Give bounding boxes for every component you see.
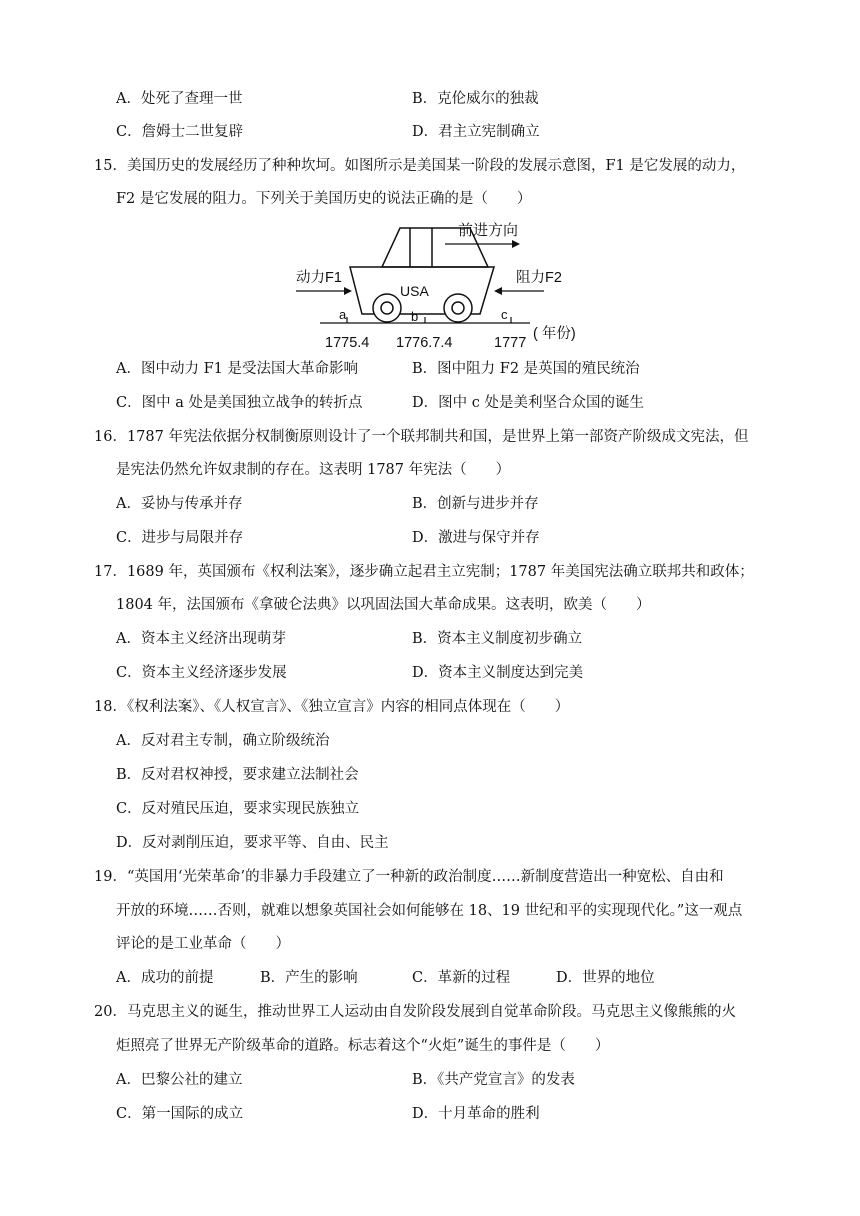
q17-option-b: B．资本主义制度初步确立: [412, 631, 583, 647]
q17-option-c: C．资本主义经济逐步发展: [116, 665, 287, 681]
q16-stem-line2: 是宪法仍然允许奴隶制的存在。这表明 1787 年宪法（ ）: [116, 462, 511, 478]
car-label: USA: [400, 283, 429, 299]
force2-label: 阻力F2: [516, 270, 562, 286]
direction-arrowhead: [512, 240, 520, 248]
q20-option-a: A．巴黎公社的建立: [116, 1072, 243, 1088]
q19-stem-line2: 开放的环境……否则，就难以想象英国社会如何能够在 18、19 世纪和平的实现现代化。”这一观点: [116, 903, 743, 919]
q20-stem-line2: 炬照亮了世界无产阶级革命的道路。标志着这个“火炬”诞生的事件是（ ）: [116, 1038, 610, 1054]
date-a: 1775.4: [325, 335, 370, 351]
point-c: c: [501, 307, 508, 322]
axis-unit: ( 年份): [533, 326, 576, 342]
q17-stem-line2: 1804 年，法国颁布《拿破仑法典》以巩固法国大革命成果。这表明，欧美（ ）: [116, 597, 651, 613]
q16-option-b: B．创新与进步并存: [412, 496, 539, 512]
q17-stem-line1: 17．1689 年，英国颁布《权利法案》，逐步确立起君主立宪制；1787 年美国宪法确立联邦共和政体；: [94, 564, 754, 580]
q16-option-a: A．妥协与传承并存: [116, 496, 243, 512]
q14-option-d: D．君主立宪制确立: [412, 124, 540, 140]
force1-arrowhead: [344, 287, 352, 295]
date-b: 1776.7.4: [396, 335, 453, 351]
q14-option-c: C．詹姆士二世复辟: [116, 124, 244, 140]
q15-option-a: A．图中动力 F1 是受法国大革命影响: [116, 361, 358, 377]
q19-stem-line3: 评论的是工业革命（ ）: [116, 936, 290, 952]
q19-option-d: D．世界的地位: [556, 970, 655, 986]
q15-option-c: C．图中 a 处是美国独立战争的转折点: [116, 395, 363, 411]
point-a: a: [339, 307, 347, 322]
q18-option-b: B．反对君权神授，要求建立法制社会: [116, 767, 359, 783]
q19-option-b: B．产生的影响: [260, 970, 358, 986]
q20-option-d: D．十月革命的胜利: [412, 1106, 540, 1122]
q16-stem-line1: 16．1787 年宪法依据分权制衡原则设计了一个联邦制共和国，是世界上第一部资产阶级成文宪法，但: [94, 429, 749, 445]
date-c: 1777: [494, 335, 527, 351]
q16-option-c: C．进步与局限并存: [116, 530, 244, 546]
q17-option-d: D．资本主义制度达到完美: [412, 665, 584, 681]
force1-label: 动力F1: [296, 270, 342, 286]
q19-stem-line1: 19．“英国用‘光荣革命’的非暴力手段建立了一种新的政治制度……新制度营造出一种宽松、自由和: [94, 869, 724, 885]
q14-option-a: A．处死了查理一世: [116, 91, 243, 107]
wheel-right: [444, 294, 472, 322]
q18-option-d: D．反对剥削压迫，要求平等、自由、民主: [116, 835, 389, 851]
q15-option-d: D．图中 c 处是美利坚合众国的诞生: [412, 395, 644, 411]
q18-option-c: C．反对殖民压迫，要求实现民族独立: [116, 801, 360, 817]
wheel-left: [373, 294, 401, 322]
q16-option-d: D．激进与保守并存: [412, 530, 540, 546]
q15-stem-line2: F2 是它发展的阻力。下列关于美国历史的说法正确的是（ ）: [116, 191, 532, 207]
q15-option-b: B．图中阻力 F2 是英国的殖民统治: [412, 361, 640, 377]
q14-option-b: B．克伦威尔的独裁: [412, 91, 539, 107]
q20-stem-line1: 20．马克思主义的诞生，推动世界工人运动由自发阶段发展到自觉革命阶段。马克思主义像熊熊的火: [94, 1004, 736, 1020]
q18-option-a: A．反对君主专制，确立阶级统治: [116, 733, 330, 749]
q20-option-b: B．《共产党宣言》的发表: [412, 1072, 575, 1088]
q18-stem-line1: 18．《权利法案》、《人权宣言》、《独立宣言》内容的相同点体现在（ ）: [94, 699, 570, 715]
q19-option-a: A．成功的前提: [116, 970, 214, 986]
point-b: b: [411, 309, 419, 324]
direction-label: 前进方向: [458, 222, 519, 239]
q20-option-c: C．第一国际的成立: [116, 1106, 244, 1122]
q19-option-c: C．革新的过程: [412, 970, 511, 986]
q17-option-a: A．资本主义经济出现萌芽: [116, 631, 286, 647]
usa-development-diagram: [290, 218, 590, 353]
force2-arrowhead: [494, 287, 502, 295]
q15-stem-line1: 15．美国历史的发展经历了种种坎坷。如图所示是美国某一阶段的发展示意图，F1 是它发展的动力，: [94, 158, 746, 174]
